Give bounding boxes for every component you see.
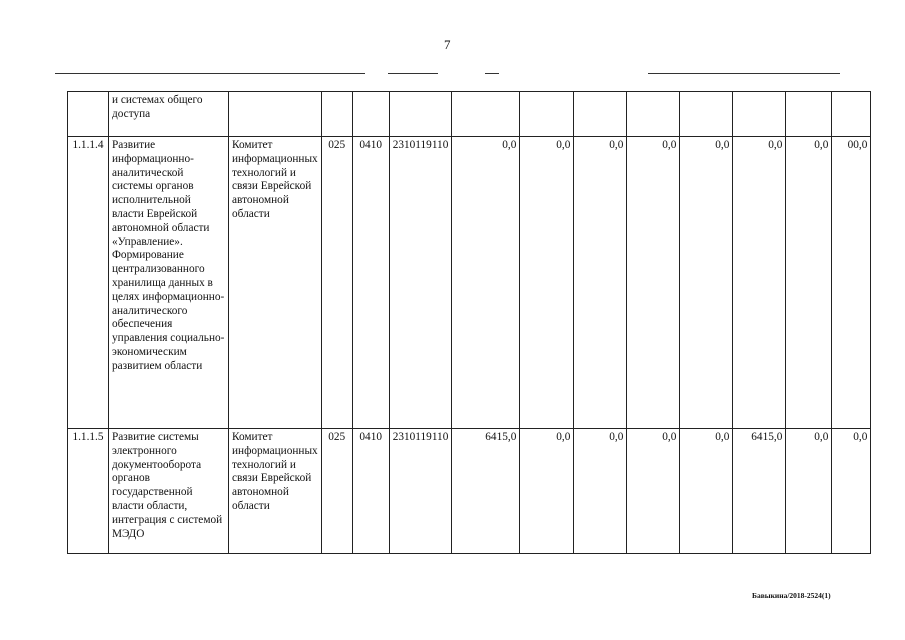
- cell-rzpr: 0410: [352, 137, 389, 429]
- cell-name: и системах общего доступа: [109, 92, 229, 137]
- cell-value: 0,0: [680, 429, 733, 554]
- cell-value: 0,0: [627, 429, 680, 554]
- cell-name: Развитие системы электронного документооборота органов государственной власти области, интеграция с системой МЭДО: [109, 429, 229, 554]
- cell-csr: 2310119110: [389, 429, 452, 554]
- cell-value: 0,0: [627, 137, 680, 429]
- cell-value: 0,0: [520, 429, 574, 554]
- cell-value: 00,0: [832, 137, 871, 429]
- cell-value: [786, 92, 832, 137]
- document-code: Бавыкина/2018-2524(1): [752, 591, 831, 600]
- cell-executor: Комитет информационных технологий и связи Еврейской автономной области: [229, 137, 322, 429]
- cell-value: 0,0: [786, 137, 832, 429]
- cell-executor: [229, 92, 322, 137]
- cell-value: 0,0: [520, 137, 574, 429]
- cell-value: [520, 92, 574, 137]
- cell-grbs: 025: [321, 137, 352, 429]
- cell-value: 0,0: [786, 429, 832, 554]
- cell-value: [832, 92, 871, 137]
- cell-executor: Комитет информационных технологий и связи Еврейской автономной области: [229, 429, 322, 554]
- cell-value: [733, 92, 786, 137]
- cell-value: [627, 92, 680, 137]
- cell-csr: [389, 92, 452, 137]
- cell-value: 0,0: [574, 429, 627, 554]
- header-rule: [388, 73, 438, 74]
- cell-value: 0,0: [680, 137, 733, 429]
- header-rule: [648, 73, 840, 74]
- cell-csr: 2310119110: [389, 137, 452, 429]
- header-rule: [485, 73, 499, 74]
- cell-value: 0,0: [733, 137, 786, 429]
- cell-value: [452, 92, 520, 137]
- cell-num: 1.1.1.4: [68, 137, 109, 429]
- table-row: [68, 137, 871, 429]
- cell-num: [68, 92, 109, 137]
- cell-num: 1.1.1.5: [68, 429, 109, 554]
- cell-value: 0,0: [452, 137, 520, 429]
- table-row: [68, 429, 871, 554]
- cell-grbs: 025: [321, 429, 352, 554]
- cell-name: Развитие информационно-аналитической системы органов исполнительной власти Еврейской автономной области «Управление». Формирование централизованного хранилища данных в целях информационно-аналитического обеспечения управления социально-экономическим развитием области: [109, 137, 229, 429]
- cell-value: 0,0: [574, 137, 627, 429]
- table-row-continuation: [68, 92, 871, 137]
- cell-value: 6415,0: [452, 429, 520, 554]
- budget-table: [67, 91, 871, 554]
- cell-rzpr: [352, 92, 389, 137]
- cell-grbs: [321, 92, 352, 137]
- cell-value: 0,0: [832, 429, 871, 554]
- page-number: 7: [444, 37, 451, 52]
- cell-rzpr: 0410: [352, 429, 389, 554]
- cell-value: [680, 92, 733, 137]
- cell-value: 6415,0: [733, 429, 786, 554]
- cell-value: [574, 92, 627, 137]
- header-rule: [55, 73, 365, 74]
